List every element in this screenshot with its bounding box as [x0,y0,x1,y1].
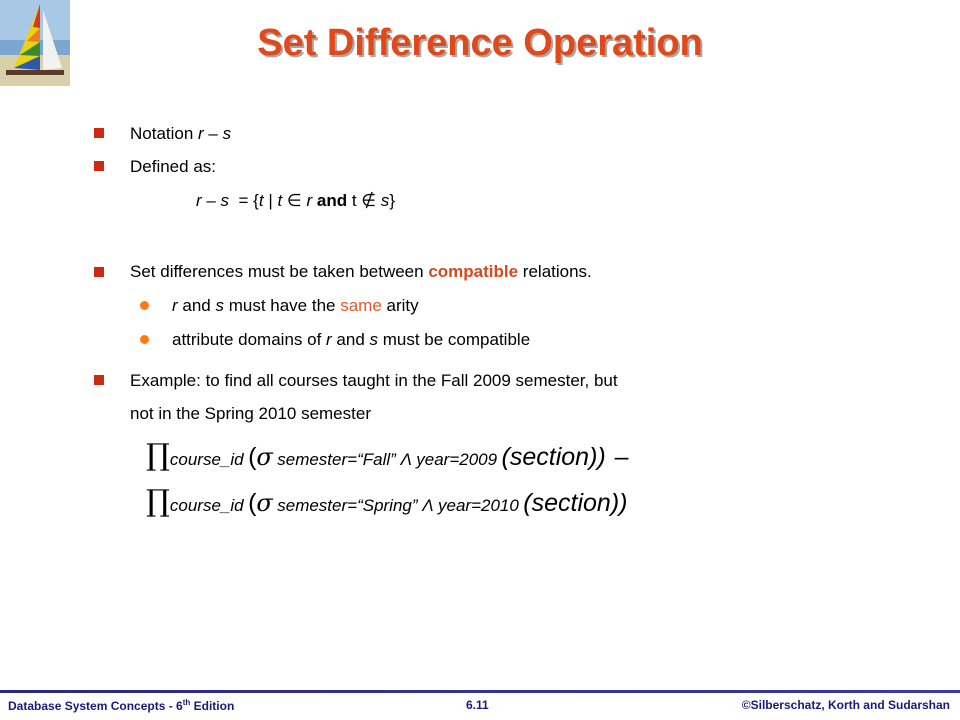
section-relation: (section)) [523,489,628,517]
sub1-pre: must have the [223,296,341,315]
b3-suffix: relations. [518,262,592,281]
footer-divider [0,690,960,693]
bullet-square-icon [94,128,104,138]
sub-bullet-arity [172,296,419,316]
minus-operator: – [614,443,629,471]
sub-bullet-domains [172,330,530,350]
bullet-square-icon [94,161,104,171]
b3-prefix: Set differences must be taken between [130,262,429,281]
open-paren: ( [248,443,257,471]
selection-condition: semester=“Spring” Λ year=2010 [277,496,519,515]
slide-number: 6.11 [466,698,489,712]
notation-math: r – s [198,124,232,143]
footer-title-sup: th [182,698,191,707]
footer-title-edition: Edition [190,699,235,713]
def-in: ∈ [282,191,307,210]
sub2-pre: attribute domains of [172,330,327,349]
bullet-defined-as: Defined as: [130,157,216,176]
footer-copyright: ©Silberschatz, Korth and Sudarshan [741,698,950,712]
sub2-suffix: must be compatible [378,330,531,349]
sigma-symbol: σ [256,443,273,471]
sigma-symbol: σ [256,489,273,517]
relational-algebra-line-2 [146,484,627,519]
sub1-mid: and [177,296,216,315]
def-eq: = { [238,191,259,210]
def-t: t [351,191,362,210]
def-r: r [306,191,313,210]
def-s: s [376,191,390,210]
open-paren: ( [248,489,257,517]
bullet-example-line1: Example: to find all courses taught in the Fall 2009 semester, but [130,371,618,390]
bullet-compatible [130,262,592,282]
def-t: t [277,191,283,210]
projection-attribute: course_id [169,496,244,515]
def-t: t [258,191,264,210]
bullet-square-icon [94,267,104,277]
def-and: and [312,191,352,210]
sub1-r: r [172,296,178,315]
def-notin: ∉ [361,191,377,210]
sub2-s: s [369,330,379,349]
def-bar: | [263,191,278,210]
sub2-mid: and [331,330,370,349]
pi-symbol: ∏ [146,484,170,519]
sub2-r: r [326,330,332,349]
selection-condition: semester=“Fall” Λ year=2009 [277,450,498,469]
projection-attribute: course_id [169,450,244,469]
bullet-dot-icon [140,335,149,344]
pi-symbol: ∏ [146,438,170,473]
bullet-square-icon [94,375,104,385]
footer-title-text: Database System Concepts - 6 [8,699,183,713]
relational-algebra-line-1 [146,438,629,473]
def-close: } [389,191,395,210]
definition-formula [196,191,395,211]
slide-title: Set Difference Operation [257,22,703,64]
sub1-s: s [215,296,224,315]
footer-book-title [8,698,234,713]
bullet-dot-icon [140,301,149,310]
b3-accent: compatible [428,262,519,281]
section-relation: (section)) [501,443,606,471]
bullet-notation [130,124,231,144]
sub1-suffix: arity [381,296,419,315]
notation-label: Notation [130,124,199,143]
def-lhs: r – s [196,191,230,210]
bullet-example-line2: not in the Spring 2010 semester [130,404,371,423]
sub1-accent: same [340,296,382,315]
